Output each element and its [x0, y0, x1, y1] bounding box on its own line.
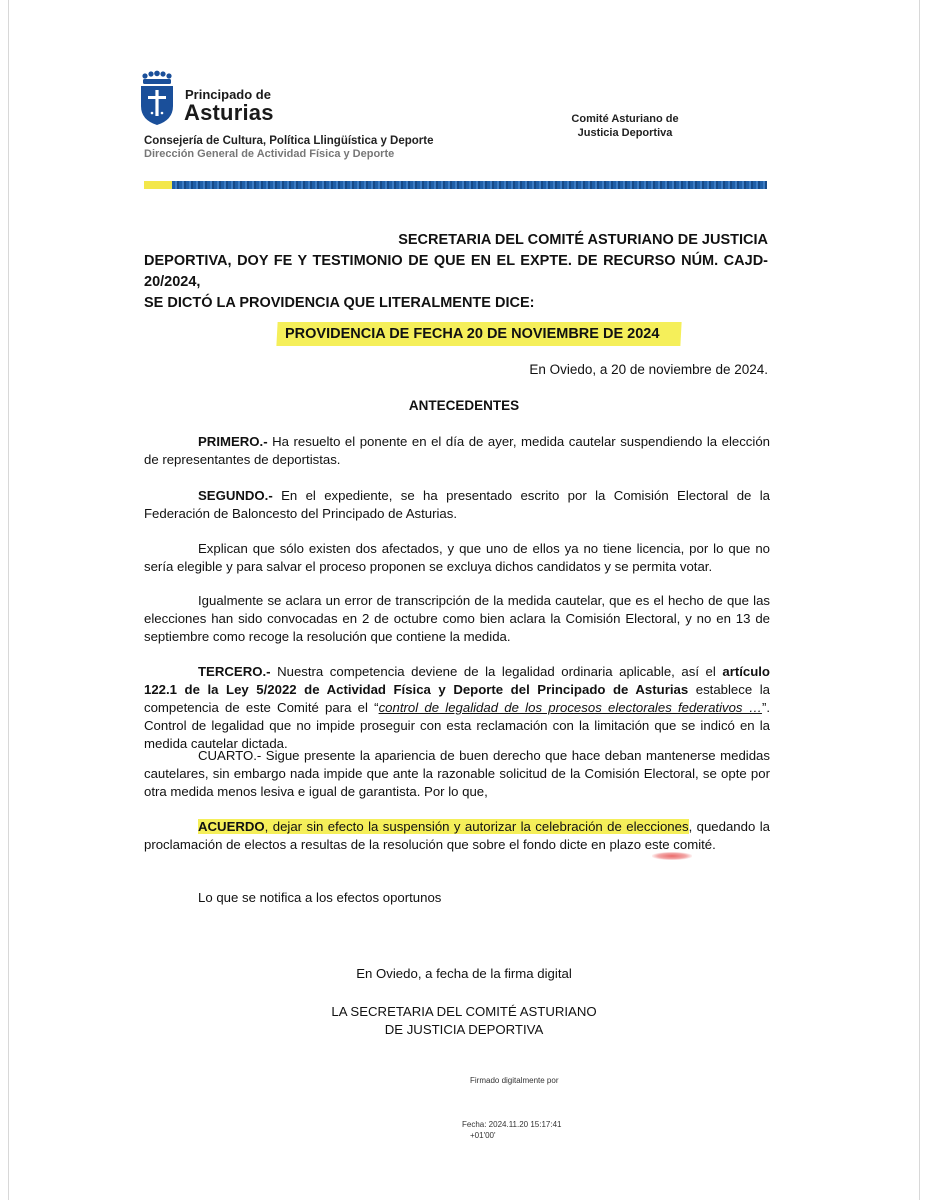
paragraph-explican: [144, 540, 770, 576]
paragraph-tercero: [144, 663, 770, 753]
paragraph-cuarto: [144, 747, 770, 801]
digital-timezone: +01'00': [470, 1131, 496, 1140]
igualmente-text: Igualmente se aclara un error de transcripción de la medida cautelar, que es el hecho de que las elecciones han sido convocadas en 2 de octubre como bien aclara la Comisión Electoral, y no en 13 de septiembre como recoge la resolución que contiene la medida.: [144, 593, 770, 644]
acuerdo-highlight: , dejar sin efecto la suspensión y autorizar la celebración de elecciones: [264, 819, 689, 834]
primero-label: PRIMERO.-: [198, 434, 268, 449]
digital-signature-label: Firmado digitalmente por: [470, 1076, 559, 1085]
department-name: Consejería de Cultura, Política Llingüística y Deporte: [144, 135, 434, 147]
committee-name: [562, 112, 688, 140]
heading-line2: DEPORTIVA, DOY FE Y TESTIMONIO DE QUE EN EL EXPTE. DE RECURSO NÚM. CAJD-20/2024,: [144, 253, 768, 290]
signature-place: En Oviedo, a fecha de la firma digital: [356, 966, 572, 981]
notification-line: Lo que se notifica a los efectos oportunos: [198, 890, 442, 905]
tercero-text2: establece la competencia de este Comité para el “: [144, 682, 770, 715]
acuerdo-text: , quedando la proclamación de electos a resultas de la resolución que sobre el fondo dicte en plazo este comité.: [144, 819, 770, 852]
divider-blue: [172, 181, 767, 189]
primero-text: Ha resuelto el ponente en el día de ayer, medida cautelar suspendiendo la elección de representantes de deportistas.: [144, 434, 770, 467]
tercero-quote: control de legalidad de los procesos electorales federativos …: [378, 700, 762, 715]
signature-title-line1: LA SECRETARIA DEL COMITÉ ASTURIANO: [331, 1004, 597, 1019]
paragraph-primero: [144, 433, 770, 469]
heading-line1: SECRETARIA DEL COMITÉ ASTURIANO DE JUSTICIA: [398, 232, 768, 248]
brand-line2: Asturias: [184, 100, 274, 125]
acuerdo-label: ACUERDO: [198, 819, 265, 834]
brand-line1: Principado de: [185, 87, 271, 102]
certification-heading: [144, 230, 768, 314]
tercero-label: TERCERO.-: [198, 664, 271, 679]
cuarto-label: CUARTO.-: [198, 748, 262, 763]
heading-line3: SE DICTÓ LA PROVIDENCIA QUE LITERALMENTE DICE:: [144, 295, 535, 311]
segundo-text: En el expediente, se ha presentado escrito por la Comisión Electoral de la Federación de Baloncesto del Principado de Asturias.: [144, 488, 770, 521]
tercero-text1: Nuestra competencia deviene de la legalidad ordinaria aplicable, así el: [270, 664, 723, 679]
red-highlight-mark: [652, 852, 692, 860]
digital-signature-date: [462, 1119, 562, 1141]
antecedentes-heading: ANTECEDENTES: [408, 398, 520, 413]
digital-date: Fecha: 2024.11.20 15:17:41: [462, 1120, 562, 1129]
cuarto-text: Sigue presente la apariencia de buen derecho que hace deban mantenerse medidas cautelares, sin embargo nada impide que ante la razonable solicitud de la Comisión Electoral, se opte por otra medida menos lesiva e igual de garantista. Por lo que,: [144, 748, 770, 799]
committee-line1: Comité Asturiano de: [571, 113, 679, 125]
tercero-text3: ”. Control de legalidad que no impide proseguir con esta reclamación con la limitación que se indicó en la medida cautelar dictada.: [144, 700, 770, 751]
explican-text: Explican que sólo existen dos afectados, y que uno de ellos ya no tiene licencia, por lo que no sería elegible y para salvar el proceso proponen se excluya dichos candidatos y se permita votar.: [144, 541, 770, 574]
providencia-title: [276, 322, 682, 346]
paragraph-igualmente: [144, 592, 770, 646]
providencia-title-text: PROVIDENCIA DE FECHA 20 DE NOVIEMBRE DE 2024: [285, 326, 660, 342]
signature-title-line2: DE JUSTICIA DEPORTIVA: [384, 1022, 544, 1037]
committee-line2: Justicia Deportiva: [577, 127, 673, 139]
segundo-label: SEGUNDO.-: [198, 488, 273, 503]
header-divider-bar: [144, 181, 767, 189]
paragraph-segundo: [144, 487, 770, 523]
divider-yellow: [144, 181, 172, 189]
directorate-name: Dirección General de Actividad Física y Deporte: [144, 148, 395, 160]
place-date: En Oviedo, a 20 de noviembre de 2024.: [529, 362, 768, 377]
signature-title: [0, 1003, 928, 1039]
asturias-shield-icon: [136, 70, 176, 126]
tercero-law-reference: artículo 122.1 de la Ley 5/2022 de Actividad Física y Deporte del Principado de Asturias: [144, 664, 770, 697]
paragraph-acuerdo: [144, 818, 770, 854]
